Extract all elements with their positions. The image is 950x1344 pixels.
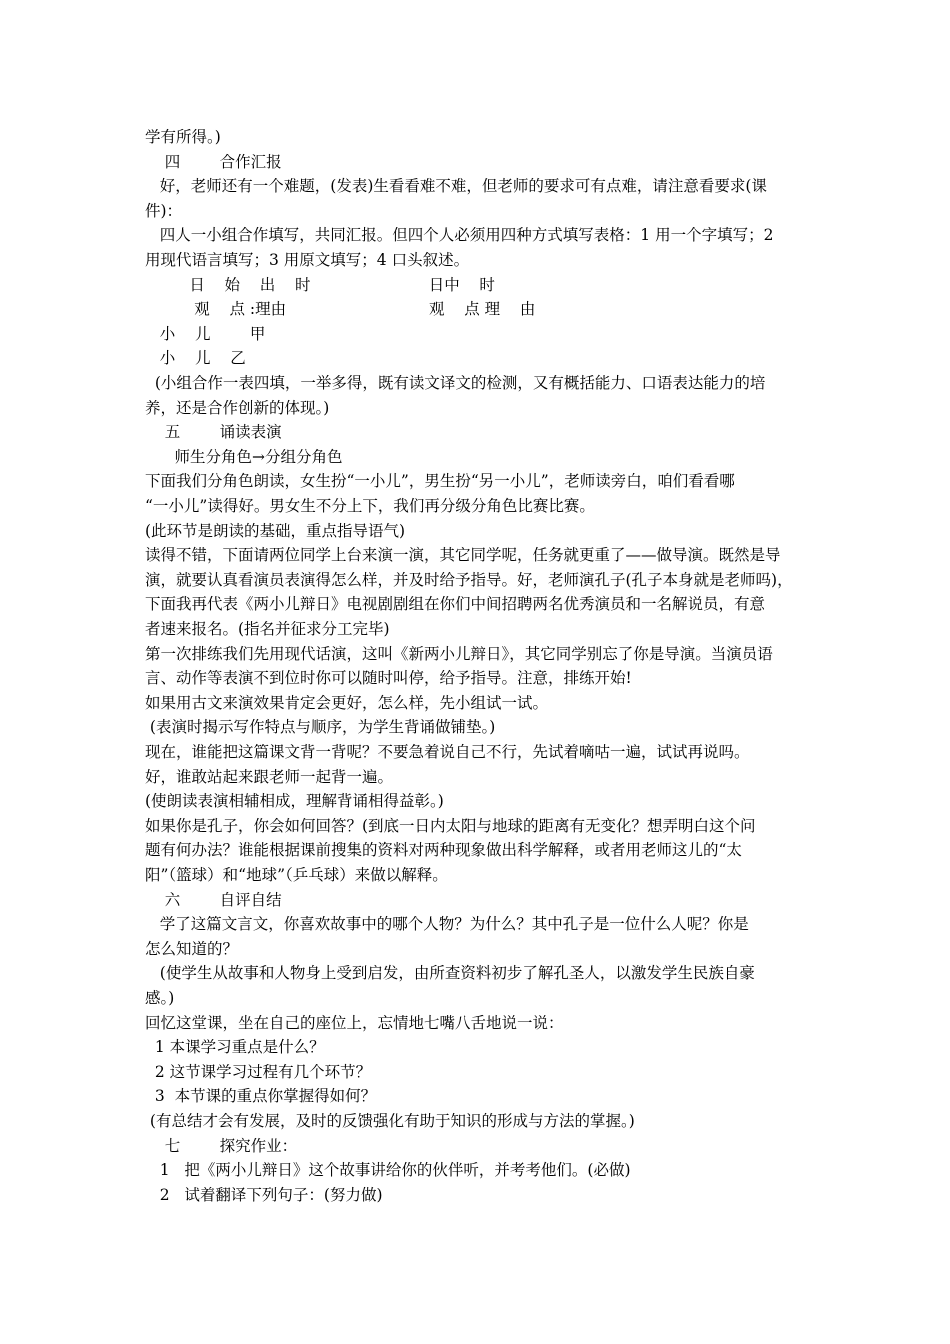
text-line: 如果用古文来演效果肯定会更好，怎么样，先小组试一试。 [145,693,549,712]
text-line: 学有所得。) [145,128,221,146]
text-line: 日 始 出 时 日中 时 [145,275,495,294]
text-line: 下面我们分角色朗读，女生扮“一小儿”，男生扮“另一小儿”，老师读旁白，咱们看看哪 [145,472,735,491]
text-line: 者速来报名。(指名并征求分工完毕) [145,620,390,638]
text-line: (有总结才会有发展，及时的反馈强化有助于知识的形成与方法的掌握。) [145,1112,635,1130]
text-line: 好，谁敢站起来跟老师一起背一遍。 [145,767,394,786]
text-line: (使朗读表演相辅相成，理解背诵相得益彰。) [145,792,444,811]
text-line: (使学生从故事和人物身上受到启发，由所查资料初步了解孔圣人，以激发学生民族自豪 [145,964,755,983]
text-line: 观 点 :理由 观 点 理 由 [145,300,536,319]
text-line: 好，老师还有一个难题，(发表)生看看难不难，但老师的要求可有点难，请注意看要求(课 [145,177,767,196]
text-line: 阳”（篮球）和“地球”（乒乓球）来做以解释。 [145,866,448,884]
text-line: 四人一小组合作填写，共同汇报。但四个人必须用四种方式填写表格：1 用一个字填写；2 [145,226,774,245]
text-line: 学了这篇文言文，你喜欢故事中的哪个人物？为什么？其中孔子是一位什么人呢？你是 [145,915,749,934]
text-line: 五 诵读表演 [145,423,282,442]
text-line: 1 把《两小儿辩日》这个故事讲给你的伙伴听，并考考他们。(必做) [145,1161,631,1180]
text-line: 现在，谁能把这篇课文背一背呢？不要急着说自己不行，先试着嘀咕一遍，试试再说吗。 [145,743,750,761]
text-line: 小 儿 乙 [145,349,246,368]
text-line: 件)： [145,201,183,220]
text-line: 养，还是合作创新的体现。) [145,398,330,417]
text-line: 2 这节课学习过程有几个环节？ [145,1062,372,1081]
text-line: 言、动作等表演不到位时你可以随时叫停，给予指导。注意，排练开始! [145,669,632,688]
text-line: “一小儿”读得好。男女生不分上下，我们再分级分角色比赛比赛。 [145,497,595,515]
text-line: 小 儿 甲 [145,324,266,343]
text-line: 1 本课学习重点是什么？ [145,1038,325,1057]
text-line: (表演时揭示写作特点与顺序，为学生背诵做铺垫。) [145,718,496,737]
text-line: 六 自评自结 [145,890,282,909]
text-line: 师生分角色→分组分角色 [145,447,343,466]
text-line: 四 合作汇报 [145,152,282,171]
text-line: 读得不错，下面请两位同学上台来演一演，其它同学呢，任务就更重了——做导演。既然是导 [145,546,781,565]
text-line: 如果你是孔子，你会如何回答？(到底一日内太阳与地球的距离有无变化？想弄明白这个问 [145,816,756,835]
text-line: 下面我再代表《两小儿辩日》电视剧剧组在你们中间招聘两名优秀演员和一名解说员，有意 [145,595,766,614]
text-line: 2 试着翻译下列句子：(努力做) [145,1185,383,1204]
text-line: 用现代语言填写；3 用原文填写；4 口头叙述。 [145,251,470,269]
text-line: 感。) [145,989,175,1007]
text-line: 3 本节课的重点你掌握得如何？ [145,1087,377,1106]
text-line: 演，就要认真看演员表演得怎么样，并及时给予指导。好，老师演孔子(孔子本身就是老师吗)， [145,570,793,589]
text-line: (小组合作一表四填，一举多得，既有读文译文的检测，又有概括能力、口语表达能力的培 [145,374,766,392]
text-line: (此环节是朗读的基础，重点指导语气) [145,521,406,540]
text-line: 七 探究作业： [145,1136,298,1155]
text-line: 题有何办法？谁能根据课前搜集的资料对两种现象做出科学解释，或者用老师这儿的“太 [145,841,742,860]
text-line: 怎么知道的？ [145,939,239,958]
text-line: 第一次排练我们先用现代话演，这叫《新两小儿辩日》，其它同学别忘了你是导演。当演员语 [145,644,773,663]
text-line: 回忆这堂课，坐在自己的座位上，忘情地七嘴八舌地说一说： [145,1013,564,1032]
